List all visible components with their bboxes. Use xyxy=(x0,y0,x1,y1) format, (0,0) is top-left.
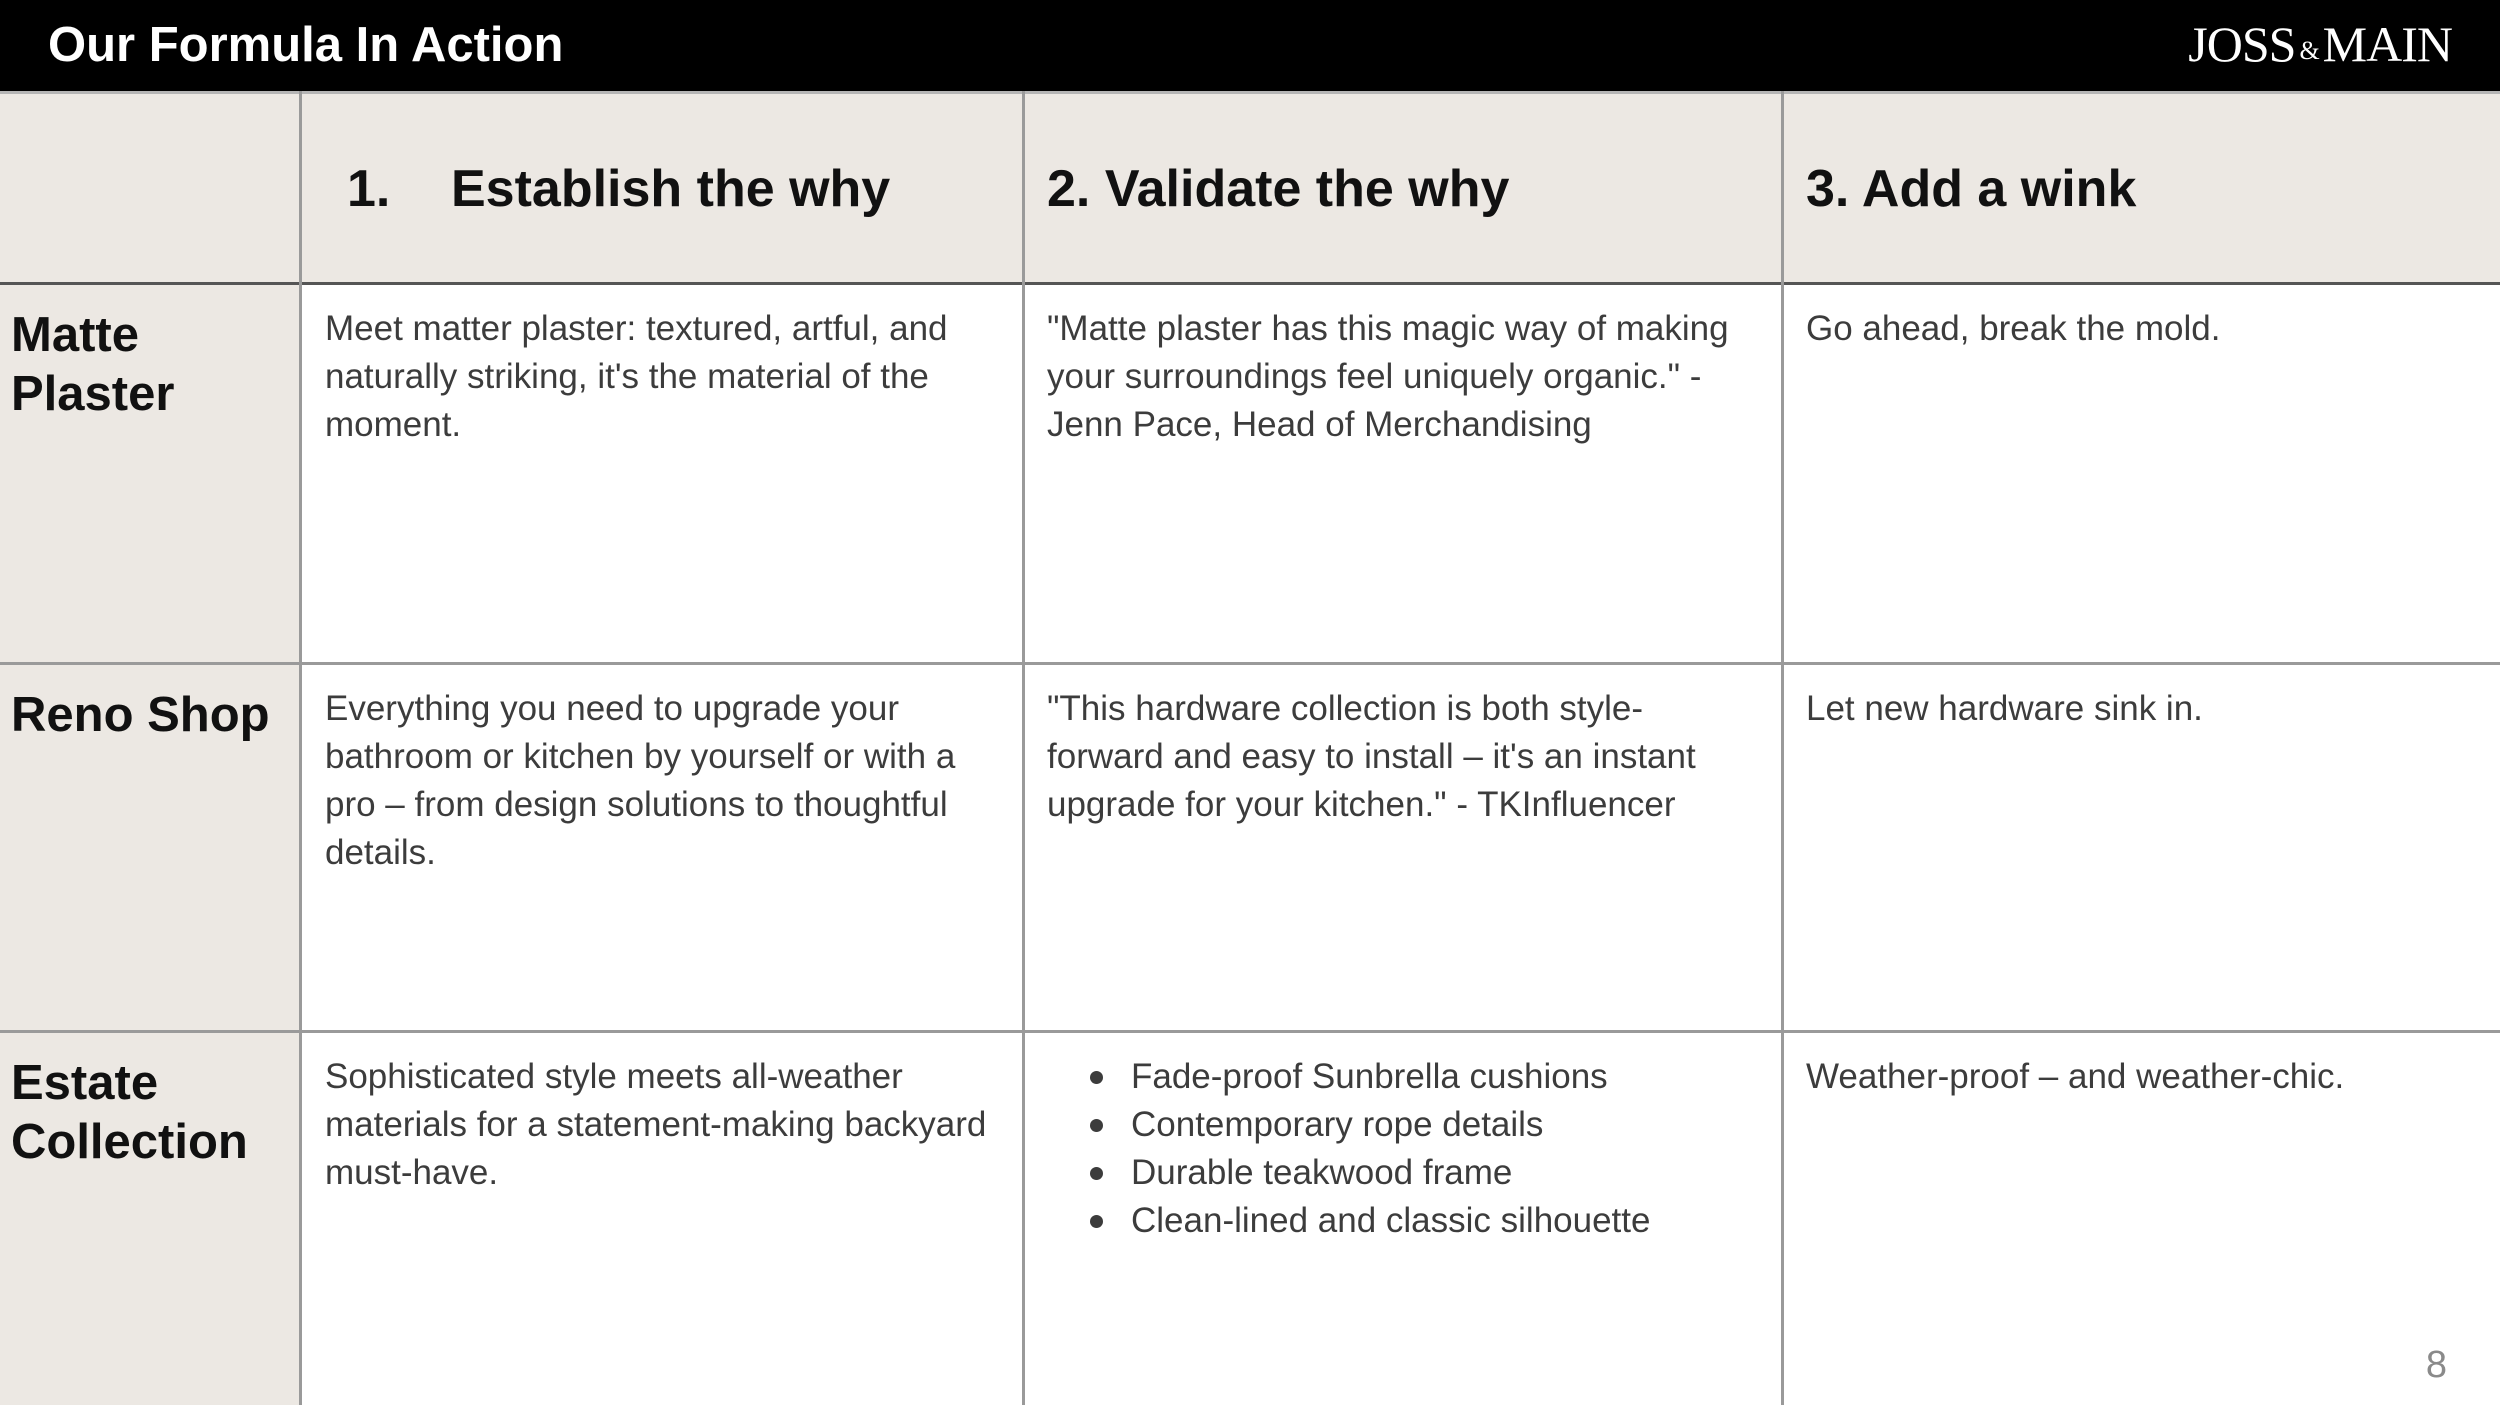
logo-right: MAIN xyxy=(2322,16,2452,72)
formula-table xyxy=(0,91,2500,1405)
logo-left: JOSS xyxy=(2188,16,2296,72)
bullet-icon xyxy=(1090,1119,1103,1132)
row-header-column xyxy=(0,284,301,1405)
grid-line xyxy=(0,662,2500,665)
cell-wink-estate-collection: Weather-proof – and weather-chic. xyxy=(1806,1057,2345,1096)
list-item: Clean-lined and classic silhouette xyxy=(1047,1197,1650,1245)
cell-wink-matte-plaster: Go ahead, break the mold. xyxy=(1806,309,2221,348)
column-header-establish: 1. Establish the why xyxy=(347,160,891,218)
row-title-estate-collection: Estate Collection xyxy=(11,1056,248,1169)
bullet-icon xyxy=(1090,1215,1103,1228)
page-number: 8 xyxy=(2425,1344,2447,1386)
list-item: Durable teakwood frame xyxy=(1047,1149,1650,1197)
grid-line xyxy=(299,91,302,1405)
grid-line xyxy=(0,282,2500,285)
grid-line xyxy=(0,1030,2500,1033)
cell-wink-reno-shop: Let new hardware sink in. xyxy=(1806,689,2203,728)
slide-title: Our Formula In Action xyxy=(48,18,564,72)
brand-logo xyxy=(2188,14,2452,74)
cell-establish-matte-plaster: Meet matter plaster: textured, artful, and naturally striking, it's the material of the moment. xyxy=(325,309,948,444)
cell-validate-matte-plaster: "Matte plaster has this magic way of making your surroundings feel uniquely organic." - Jenn Pace, Head of Merchandising xyxy=(1047,309,1729,444)
column-header-validate: 2. Validate the why xyxy=(1047,160,1510,218)
list-item: Contemporary rope details xyxy=(1047,1101,1650,1149)
row-title-matte-plaster: Matte Plaster xyxy=(11,308,175,421)
logo-ampersand: & xyxy=(2299,36,2319,65)
cell-establish-estate-collection: Sophisticated style meets all-weather materials for a statement-making backyard must-have. xyxy=(325,1057,987,1192)
bullet-icon xyxy=(1090,1071,1103,1084)
grid-line xyxy=(1022,91,1025,1405)
list-item: Fade-proof Sunbrella cushions xyxy=(1047,1053,1650,1101)
cell-validate-estate-collection xyxy=(1047,1053,1650,1245)
bullet-icon xyxy=(1090,1167,1103,1180)
title-bar xyxy=(0,0,2500,91)
cell-validate-reno-shop: "This hardware collection is both style-forward and easy to install – it's an instant upgrade for your kitchen." - TKInfluencer xyxy=(1047,689,1696,824)
row-title-reno-shop: Reno Shop xyxy=(11,688,270,742)
grid-line xyxy=(0,91,2500,94)
grid-line xyxy=(1781,91,1784,1405)
column-header-wink: 3. Add a wink xyxy=(1806,160,2137,218)
cell-establish-reno-shop: Everything you need to upgrade your bathroom or kitchen by yourself or with a pro – from design solutions to thoughtful details. xyxy=(325,689,956,872)
